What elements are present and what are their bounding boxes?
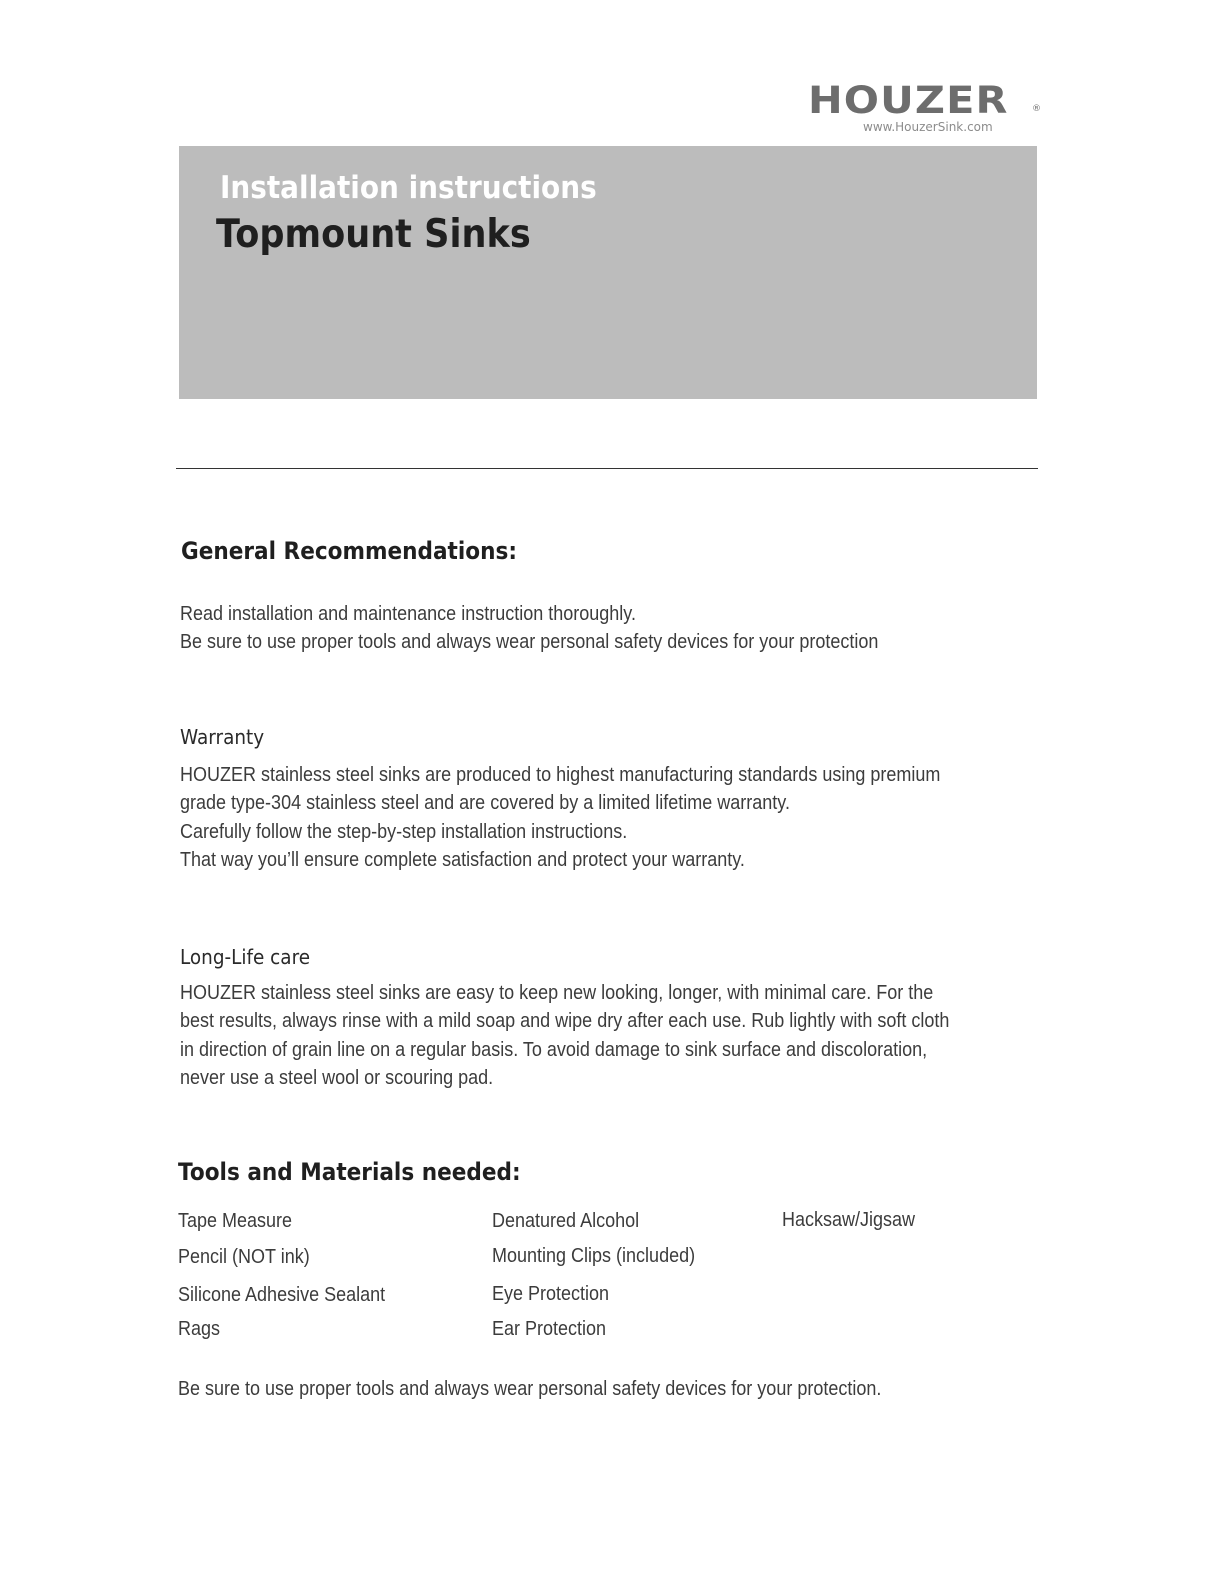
- warranty-line: That way you’ll ensure complete satisfaction and protect your warranty.: [180, 848, 745, 871]
- general-paragraph: [180, 600, 878, 657]
- care-paragraph: [180, 979, 949, 1092]
- tool-item: Denatured Alcohol: [492, 1210, 640, 1232]
- warranty-line: HOUZER stainless steel sinks are produced to highest manufacturing standards using premium: [180, 764, 941, 786]
- tool-item: Mounting Clips (included): [492, 1245, 696, 1267]
- tools-heading: Tools and Materials needed:: [178, 1158, 521, 1186]
- warranty-line: grade type-304 stainless steel and are covered by a limited lifetime warranty.: [180, 792, 790, 815]
- tool-item: Tape Measure: [178, 1210, 293, 1232]
- warranty-heading: Warranty: [180, 725, 265, 749]
- logo-url: www.HouzerSink.com: [863, 120, 993, 134]
- divider: [176, 468, 1038, 469]
- general-line: Be sure to use proper tools and always wear personal safety devices for your protection: [180, 631, 879, 654]
- care-line: HOUZER stainless steel sinks are easy to keep new looking, longer, with minimal care. For the: [180, 982, 934, 1004]
- warranty-line: Carefully follow the step-by-step installation instructions.: [180, 820, 628, 843]
- banner-subtitle: Installation instructions: [220, 170, 597, 206]
- care-line: in direction of grain line on a regular basis. To avoid damage to sink surface and discoloration,: [180, 1038, 928, 1061]
- tool-item: Eye Protection: [492, 1283, 610, 1305]
- warranty-paragraph: [180, 761, 940, 874]
- logo-registered-mark: ®: [1032, 104, 1041, 114]
- general-heading: General Recommendations:: [181, 537, 518, 565]
- title-banner: [179, 146, 1037, 399]
- care-heading: Long-Life care: [180, 945, 311, 969]
- page-title: Topmount Sinks: [216, 212, 531, 257]
- tool-item: Pencil (NOT ink): [178, 1246, 310, 1268]
- houzer-logo: [808, 79, 1041, 138]
- tool-item: Silicone Adhesive Sealant: [178, 1284, 386, 1306]
- logo-brand: HOUZER: [808, 79, 1009, 122]
- general-line: Read installation and maintenance instruction thoroughly.: [180, 603, 636, 625]
- tool-item: Rags: [178, 1318, 221, 1340]
- tools-footer-note: Be sure to use proper tools and always wear personal safety devices for your protection.: [178, 1378, 882, 1400]
- tool-item: Ear Protection: [492, 1318, 607, 1340]
- care-line: best results, always rinse with a mild soap and wipe dry after each use. Rub lightly with soft cloth: [180, 1010, 950, 1033]
- tool-item: Hacksaw/Jigsaw: [782, 1209, 916, 1231]
- care-line: never use a steel wool or scouring pad.: [180, 1066, 494, 1089]
